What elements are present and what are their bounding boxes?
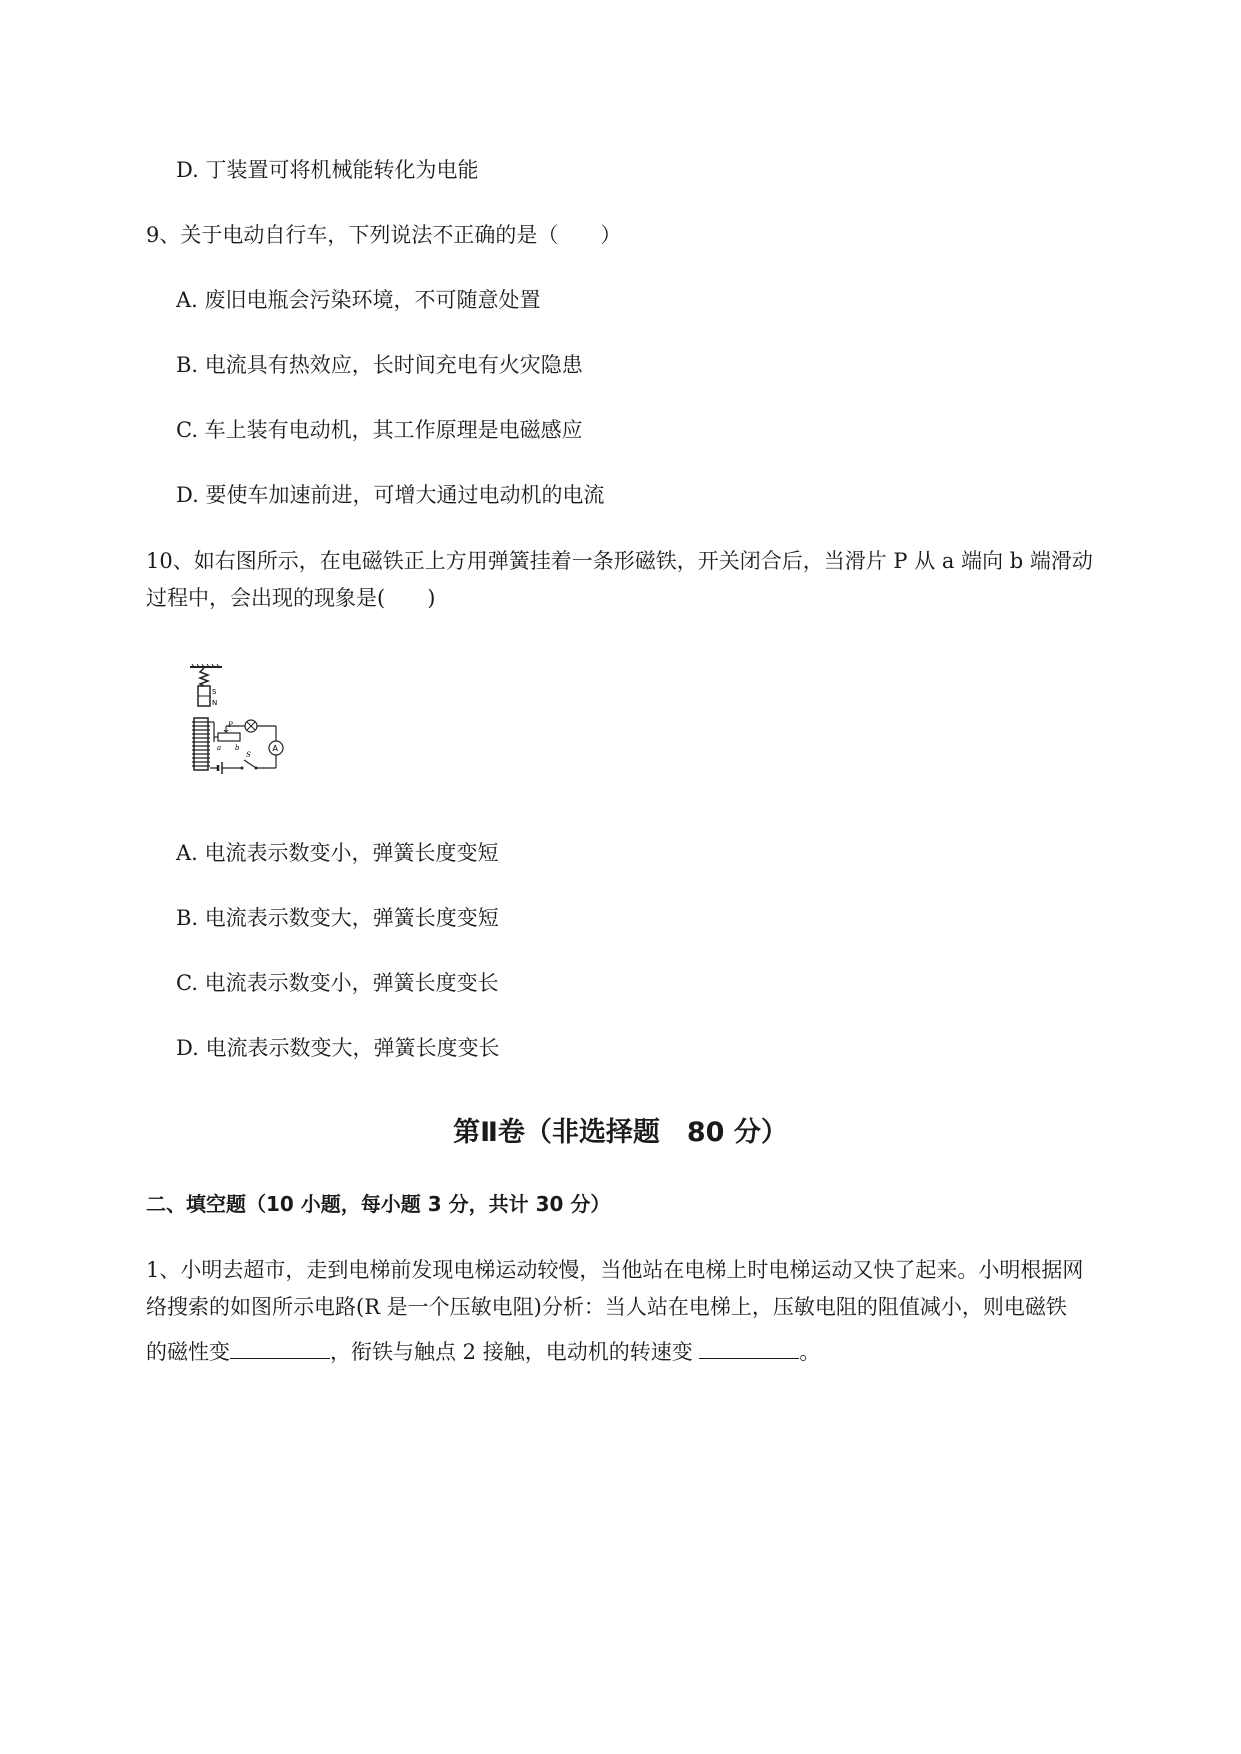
rheostat-b-label: b — [235, 744, 240, 752]
q9-stem: 9、关于电动自行车，下列说法不正确的是（ ） — [146, 223, 622, 247]
electromagnet-circuit-figure — [180, 664, 300, 786]
fill1-line3-part2: ，衔铁与触点 2 接触，电动机的转速变 — [330, 1340, 700, 1364]
q10-option-c: C. 电流表示数变小，弹簧长度变长 — [176, 971, 499, 995]
fill1-line2: 络搜索的如图所示电路(R 是一个压敏电阻)分析：当人站在电梯上，压敏电阻的阻值减小，则电磁铁 — [146, 1295, 1067, 1319]
answer-blank-2[interactable] — [699, 1336, 799, 1359]
magnet-s-label: S — [212, 688, 217, 696]
magnet-n-label: N — [212, 699, 218, 707]
switch-label: S — [246, 751, 251, 759]
q10-option-b: B. 电流表示数变大，弹簧长度变短 — [176, 906, 499, 930]
rheostat-a-label: a — [217, 744, 222, 752]
part2-title: 第Ⅱ卷（非选择题 80 分） — [453, 1117, 788, 1148]
spring — [200, 668, 208, 686]
ammeter-label: A — [272, 744, 278, 753]
q10-option-d: D. 电流表示数变大，弹簧长度变长 — [176, 1036, 500, 1060]
answer-blank-1[interactable] — [230, 1336, 330, 1359]
q10-stem-line2: 过程中，会出现的现象是( ) — [146, 586, 436, 610]
fill1-line3-part1: 的磁性变 — [146, 1340, 230, 1364]
fill1-line1: 1、小明去超市，走到电梯前发现电梯运动较慢，当他站在电梯上时电梯运动又快了起来。小明根据网 — [146, 1258, 1084, 1282]
fill1-line3-part3: 。 — [799, 1340, 821, 1364]
fill1-line3 — [146, 1336, 820, 1366]
q9-option-c: C. 车上装有电动机，其工作原理是电磁感应 — [176, 418, 583, 442]
circuit-diagram — [180, 664, 300, 786]
q8-option-d: D. 丁装置可将机械能转化为电能 — [176, 158, 479, 182]
q9-option-a: A. 废旧电瓶会污染环境，不可随意处置 — [176, 288, 541, 312]
q9-option-b: B. 电流具有热效应，长时间充电有火灾隐患 — [176, 353, 583, 377]
q9-option-d: D. 要使车加速前进，可增大通过电动机的电流 — [176, 483, 605, 507]
fill-in-section-heading: 二、填空题（10 小题，每小题 3 分，共计 30 分） — [146, 1192, 611, 1216]
slider-p-label: P — [228, 721, 233, 729]
q10-stem-line1: 10、如右图所示，在电磁铁正上方用弹簧挂着一条形磁铁，开关闭合后，当滑片 P 从 a 端向 b 端滑动 — [146, 549, 1093, 573]
rheostat — [218, 733, 240, 741]
q10-option-a: A. 电流表示数变小，弹簧长度变短 — [176, 841, 499, 865]
switch-s — [244, 760, 256, 768]
